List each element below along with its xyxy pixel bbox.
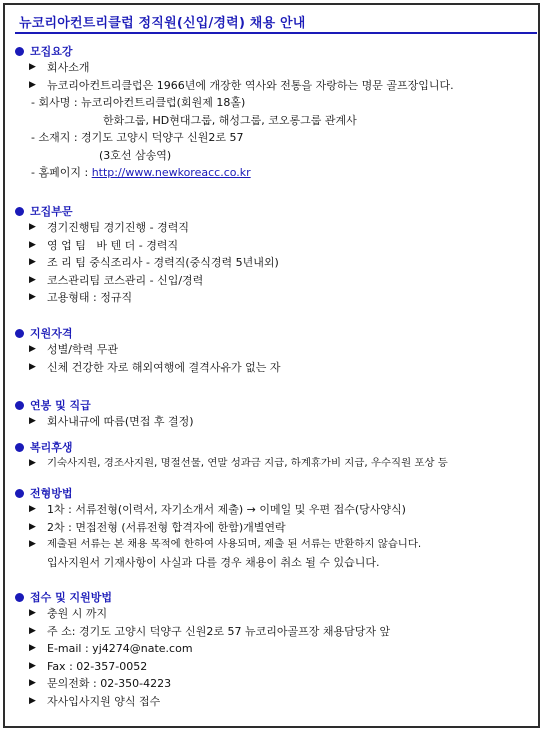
list-item: ▶ 1차 : 서류전형(이력서, 자기소개서 제출) → 이메일 및 우편 접수(당사양식) [15,501,421,519]
homepage-label: - 홈페이지 : [31,166,89,179]
bullet-dot-icon [15,489,24,498]
triangle-bullet-icon: ▶ [29,416,36,426]
triangle-bullet-icon: ▶ [29,344,36,354]
triangle-bullet-icon: ▶ [29,274,36,285]
process-note: 입사지원서 기재사항이 사실과 다를 경우 채용이 취소 될 수 있습니다. [47,555,380,569]
triangle-bullet-icon: ▶ [29,361,36,372]
bullet-dot-icon [15,47,24,56]
list-item: ▶ 제출된 서류는 본 채용 목적에 한하여 사용되며, 제출 된 서류는 반환하지 않습니다. [15,536,421,554]
triangle-bullet-icon: ▶ [29,643,36,653]
fax: Fax : 02-357-0052 [47,659,148,673]
triangle-bullet-icon: ▶ [29,458,36,468]
section-heading: 연봉 및 직급 [30,399,91,412]
triangle-bullet-icon: ▶ [29,79,36,90]
bullet-dot-icon [15,443,24,452]
intro-text: 뉴코리아컨트리클럽은 1966년에 개장한 역사와 전통을 자랑하는 명문 골프장입니다. [47,78,454,92]
section-dept [15,203,279,307]
list-item: ▶ 코스관리팀 코스관리 - 신입/경력 [15,272,279,290]
section-heading: 모집요강 [30,45,73,58]
section-recruit [15,43,454,182]
list-item: ▶ 기숙사지원, 경조사지원, 명절선물, 연말 성과금 지급, 하계휴가비 지급, 우수직원 포상 등 [15,455,448,473]
section-heading: 전형방법 [30,487,73,500]
bullet-dot-icon [15,401,24,410]
list-item: ▶ 주 소: 경기도 고양시 덕양구 신원2로 57 뉴코리아골프장 채용담당자 앞 [15,623,390,641]
bullet-dot-icon [15,207,24,216]
address: - 소재지 : 경기도 고양시 덕양구 신원2로 57 [31,131,244,144]
intro-label: 회사소개 [47,61,90,74]
triangle-bullet-icon: ▶ [29,625,36,636]
list-item: ▶ 경기진행팀 경기진행 - 경력직 [15,219,279,237]
list-item [15,658,390,676]
list-item: ▶ 신체 건강한 자로 해외여행에 결격사유가 없는 자 [15,359,281,377]
triangle-bullet-icon: ▶ [29,62,36,72]
triangle-bullet-icon: ▶ [29,539,36,549]
bullet-dot-icon [15,329,24,338]
section-heading: 모집부문 [30,205,73,218]
list-item: ▶ 고용형태 : 정규직 [15,289,279,307]
triangle-bullet-icon: ▶ [29,222,36,232]
homepage-link[interactable]: http://www.newkoreacc.co.kr [91,166,251,179]
triangle-bullet-icon: ▶ [29,695,36,706]
section-qualify [15,325,281,376]
triangle-bullet-icon: ▶ [29,608,36,618]
section-salary [15,397,194,431]
list-item [15,640,390,658]
triangle-bullet-icon: ▶ [29,660,36,671]
list-item: ▶ 영 업 팀 바 텐 더 - 경력직 [15,237,279,255]
list-item: ▶ 조 리 팀 중식조리사 - 경력직(중식경력 5년내외) [15,254,279,272]
affiliates: 한화그룹, HD현대그룹, 해성그룹, 코오롱그룹 관계사 [103,113,357,127]
address-station: (3호선 삼송역) [99,148,172,162]
triangle-bullet-icon: ▶ [29,292,36,302]
section-process [15,485,421,571]
bullet-dot-icon [15,593,24,602]
email[interactable]: E-mail : yj4274@nate.com [47,642,193,655]
triangle-bullet-icon: ▶ [29,678,36,688]
page-title: 뉴코리아컨트리클럽 정직원(신입/경력) 채용 안내 [19,16,306,31]
triangle-bullet-icon: ▶ [29,239,36,250]
phone: 문의전화 : 02-350-4223 [47,677,172,690]
section-heading: 복리후생 [30,441,73,454]
list-item: ▶ 회사내규에 따름(면접 후 결정) [15,413,194,431]
section-heading: 접수 및 지원방법 [30,591,113,604]
list-item: ▶ 2차 : 면접전형 (서류전형 합격자에 한함)개별연락 [15,519,421,537]
title-underline [15,32,537,34]
list-item: ▶ 성별/학력 무관 [15,341,281,359]
section-apply [15,589,390,710]
list-item: ▶ 충원 시 까지 [15,605,390,623]
triangle-bullet-icon: ▶ [29,521,36,532]
section-heading: 지원자격 [30,327,73,340]
section-welfare [15,439,448,473]
list-item [15,675,390,693]
list-item: ▶ 자사입사지원 양식 접수 [15,693,390,711]
triangle-bullet-icon: ▶ [29,504,36,514]
triangle-bullet-icon: ▶ [29,257,36,267]
document-frame [3,3,540,728]
company-name: - 회사명 : 뉴코리아컨트리클럽(회원제 18홀) [31,96,246,109]
